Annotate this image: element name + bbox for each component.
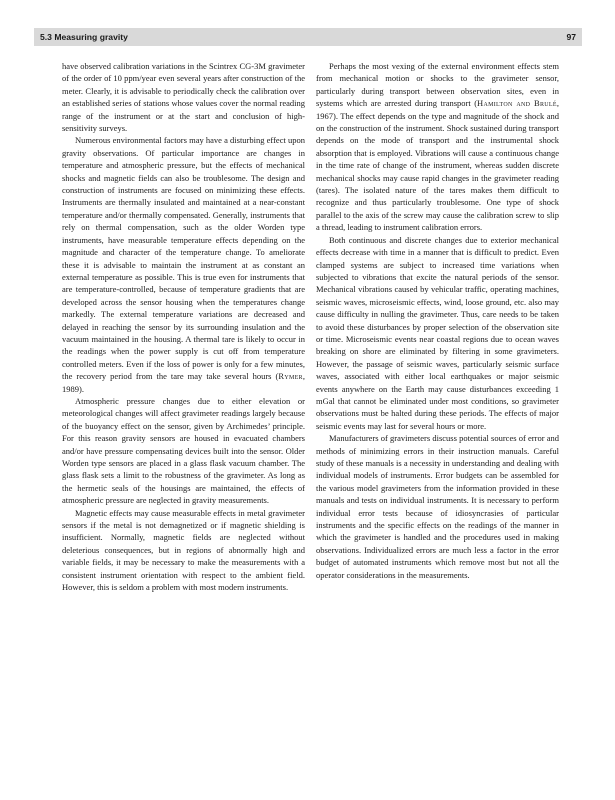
paragraph: Both continuous and discrete changes due to exterior mechanical effects decrease with time in a manner that is difficult to predict. Even clamped systems are subject to increased time variations when subjected to vibrations that excite the natural periods of the sensor. Mechanical vibrations caused by vehicular traffic, operating machines, seismic waves, microseismic effects, wind, loose ground, etc. also may cause difficulty in nulling the gravimeter. Thus, care needs to be taken to avoid these disturbances by proper selection of the observation site or time. Microseismic events near coastal regions due to ocean waves breaking on shore are eliminated by filtering in some gravimeters. However, the passage of seismic waves, particularly seismic surface waves, associated with either local earthquakes or major seismic events anywhere on the Earth may cause disturbances exceeding 1 mGal that cannot be eliminated under most conditions, so gravimeter observations must be halted during these periods. The effects of major seismic events may last for several hours or more. <box>316 234 559 431</box>
citation: Hamilton and Brulé <box>477 98 557 109</box>
running-header <box>34 28 582 46</box>
citation: Rymer <box>278 371 303 382</box>
section-title: 5.3 Measuring gravity <box>40 32 128 42</box>
paragraph: Atmospheric pressure changes due to either elevation or meteorological changes will affect gravimeter readings largely because of the buoyancy effect on the sensor, given by Archimedes’ principle. For this reason gravity sensors are housed in evacuated chambers and/or have pressure compensating devices built into the sensor. Older Worden type sensors are placed in a glass flask vacuum chamber. The glass flask sets a limit to the robustness of the gravimeter. As long as the hermetic seals of the housings are maintained, the effects of atmospheric pressure are neglected in gravity measurements. <box>62 395 305 506</box>
paragraph: Perhaps the most vexing of the external environment effects stem from mechanical motion or shocks to the gravimeter sensor, particularly during transport between observation sites, even in systems which are arrested during transport (Hamilton and Brulé, 1967). The effect depends on the type and magnitude of the shock and on the construction of the instrument. Shock sustained during transport depends on the mode of transport and the instrumental shock absorption that is employed. Vibrations will cause a continuous change in the time rate of change of the instrument, whereas sudden discrete mechanical shocks may cause rapid changes in the gravimeter reading (tares). The isolated nature of the tares makes them difficult to recognize and thus particularly troublesome. One type of shock parallel to the axis of the screw may cause the calibration screw to slip a thread, leading to instrument calibration errors. <box>316 61 559 233</box>
right-column <box>316 60 559 581</box>
paragraph: have observed calibration variations in the Scintrex CG-3M gravimeter of the order of 10 ppm/year even several years after construction of the meter. Clearly, it is advisable to periodically check the calibration over an established series of stations whose values cover the normal reading range of the instrument or at the start and conclusion of high-sensitivity surveys. <box>62 61 305 134</box>
paragraph: Manufacturers of gravimeters discuss potential sources of error and methods of minimizing errors in their instruction manuals. Careful study of these manuals is a necessity in understanding and dealing with individual models of instruments. Error budgets can be assembled for the various model gravimeters from the information provided in these manuals and tests on individual instruments. It is necessary to perform individual error tests because of idiosyncrasies of particular instruments and the specific effects on the readings of the manner in which the gravimeter is handled and the procedures used in making observations. Individualized errors are much less a factor in the error budget of automated instruments which remove most but not all the operator considerations in the measurements. <box>316 433 559 580</box>
paragraph: Numerous environmental factors may have a disturbing effect upon gravity observations. Of particular importance are changes in temperature and atmospheric pressure, but the effects of mechanical shocks and magnetic fields can also be troublesome. The design and construction of instruments are focused on minimizing these effects. Instruments are thermally insulated and maintained at a near-constant temperature and/or thermally compensated. Generally, instruments that rely on thermal compensation, such as the older Worden type instruments, have measurable temperature effects depending on the magnitude and character of the temperature change. To ameliorate these it is advisable to maintain the instrument at as constant an external temperature as possible. This is true even for instruments that are temperature-controlled, because of temperature gradients that are developed across the sensor housing when the temperatures change markedly. The external temperature variations are decreased and delayed in reaching the sensor by its surrounding insulation and the vacuum maintained in the housing. A thermal tare is likely to occur in the readings when the power supply is cut off from temperature controlled meters. Even if the loss of power is only for a few minutes, the recovery period from the tare may take several hours (Rymer, 1989). <box>62 135 305 394</box>
left-column <box>62 60 305 593</box>
page-number: 97 <box>566 32 576 42</box>
paragraph: Magnetic effects may cause measurable effects in metal gravimeter sensors if the metal is not demagnetized or if magnetic shielding is insufficient. Normally, magnetic fields are neglected without deleterious consequences, but in regions of abnormally high and variable fields, it may be necessary to make the measurements with a consistent instrument orientation with respect to the ambient field. However, this is seldom a problem with most modern instruments. <box>62 507 305 593</box>
